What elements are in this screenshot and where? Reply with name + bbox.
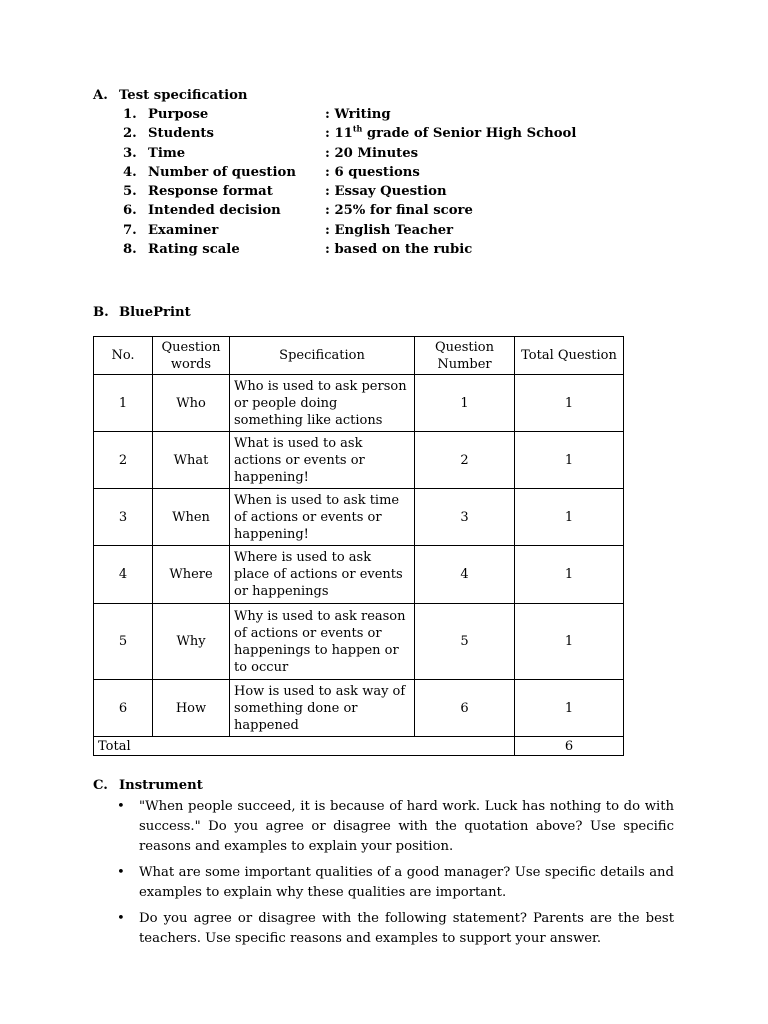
spec-num: 4. <box>123 165 137 180</box>
table-row <box>94 432 624 489</box>
cell-qnum: 4 <box>415 546 515 604</box>
section-c-letter: C. <box>93 778 108 793</box>
table-row <box>94 375 624 432</box>
cell-spec: When is used to ask time of actions or events or happening! <box>230 489 415 546</box>
cell-qnum: 1 <box>415 375 515 432</box>
spec-num: 7. <box>123 223 137 238</box>
spec-value: : Writing <box>325 107 391 122</box>
spec-label: Time <box>148 146 186 161</box>
list-item-text: What are some important qualities of a good manager? Use specific details and examples to explain why these qualities are important. <box>139 865 674 900</box>
total-label: Total <box>94 737 515 756</box>
cell-no: 2 <box>94 432 153 489</box>
spec-num: 5. <box>123 184 137 199</box>
header-question-words: Question words <box>153 337 230 375</box>
instrument-list <box>117 797 674 955</box>
cell-spec: How is used to ask way of something done or happened <box>230 680 415 737</box>
spec-value: : English Teacher <box>325 223 454 238</box>
blueprint-table <box>93 336 624 756</box>
cell-qnum: 5 <box>415 604 515 680</box>
header-question-number: Question Number <box>415 337 515 375</box>
table-header-row <box>94 337 624 375</box>
header-total-question: Total Question <box>515 337 624 375</box>
table-row <box>94 680 624 737</box>
spec-value: : 25% for final score <box>325 203 473 218</box>
cell-total: 1 <box>515 680 624 737</box>
spec-label: Rating scale <box>148 242 240 257</box>
section-c-title: Instrument <box>119 778 203 793</box>
list-item <box>117 909 674 949</box>
cell-total: 1 <box>515 375 624 432</box>
section-c-heading <box>93 778 203 793</box>
spec-num: 8. <box>123 242 137 257</box>
section-a-title: Test specification <box>119 88 248 103</box>
spec-value: : 20 Minutes <box>325 146 419 161</box>
spec-value-sup: th <box>352 123 363 134</box>
cell-word: When <box>153 489 230 546</box>
spec-value: : Essay Question <box>325 184 447 199</box>
list-item-text: "When people succeed, it is because of hard work. Luck has nothing to do with success." Do you agree or disagree with the quotation above? Use specific reasons and examples to explain your position. <box>139 799 674 854</box>
cell-qnum: 3 <box>415 489 515 546</box>
cell-spec: Who is used to ask person or people doing something like actions <box>230 375 415 432</box>
section-b-title: BluePrint <box>119 305 191 320</box>
spec-label: Examiner <box>148 223 219 238</box>
cell-no: 5 <box>94 604 153 680</box>
cell-word: What <box>153 432 230 489</box>
bullet-icon: • <box>117 911 125 926</box>
table-row <box>94 604 624 680</box>
spec-label: Purpose <box>148 107 209 122</box>
table-row <box>94 546 624 604</box>
cell-no: 3 <box>94 489 153 546</box>
header-specification: Specification <box>230 337 415 375</box>
cell-word: Who <box>153 375 230 432</box>
cell-word: How <box>153 680 230 737</box>
cell-total: 1 <box>515 604 624 680</box>
section-b-heading <box>93 305 191 320</box>
spec-value <box>325 123 577 141</box>
spec-label: Intended decision <box>148 203 281 218</box>
cell-total: 1 <box>515 432 624 489</box>
cell-total: 1 <box>515 489 624 546</box>
spec-num: 3. <box>123 146 137 161</box>
spec-num: 2. <box>123 126 137 141</box>
spec-value: : 6 questions <box>325 165 420 180</box>
cell-spec: What is used to ask actions or events or happening! <box>230 432 415 489</box>
cell-spec: Why is used to ask reason of actions or events or happenings to happen or to occur <box>230 604 415 680</box>
total-value: 6 <box>515 737 624 756</box>
cell-word: Why <box>153 604 230 680</box>
spec-value-pre: : 11 <box>325 126 353 141</box>
cell-qnum: 6 <box>415 680 515 737</box>
cell-spec: Where is used to ask place of actions or events or happenings <box>230 546 415 604</box>
section-b-letter: B. <box>93 305 109 320</box>
table-total-row <box>94 737 624 756</box>
table-row <box>94 489 624 546</box>
spec-value-post: grade of Senior High School <box>362 126 577 141</box>
cell-word: Where <box>153 546 230 604</box>
header-no: No. <box>94 337 153 375</box>
spec-label: Response format <box>148 184 273 199</box>
list-item <box>117 863 674 903</box>
spec-label: Number of question <box>148 165 296 180</box>
bullet-icon: • <box>117 865 125 880</box>
list-item-text: Do you agree or disagree with the following statement? Parents are the best teachers. Use specific reasons and examples to support your answer. <box>139 911 674 946</box>
spec-label: Students <box>148 126 214 141</box>
cell-no: 1 <box>94 375 153 432</box>
spec-value: : based on the rubic <box>325 242 473 257</box>
cell-qnum: 2 <box>415 432 515 489</box>
section-a-letter: A. <box>93 88 108 103</box>
cell-no: 4 <box>94 546 153 604</box>
bullet-icon: • <box>117 799 125 814</box>
spec-num: 6. <box>123 203 137 218</box>
spec-num: 1. <box>123 107 137 122</box>
section-a-heading <box>93 88 248 103</box>
cell-total: 1 <box>515 546 624 604</box>
cell-no: 6 <box>94 680 153 737</box>
list-item <box>117 797 674 857</box>
